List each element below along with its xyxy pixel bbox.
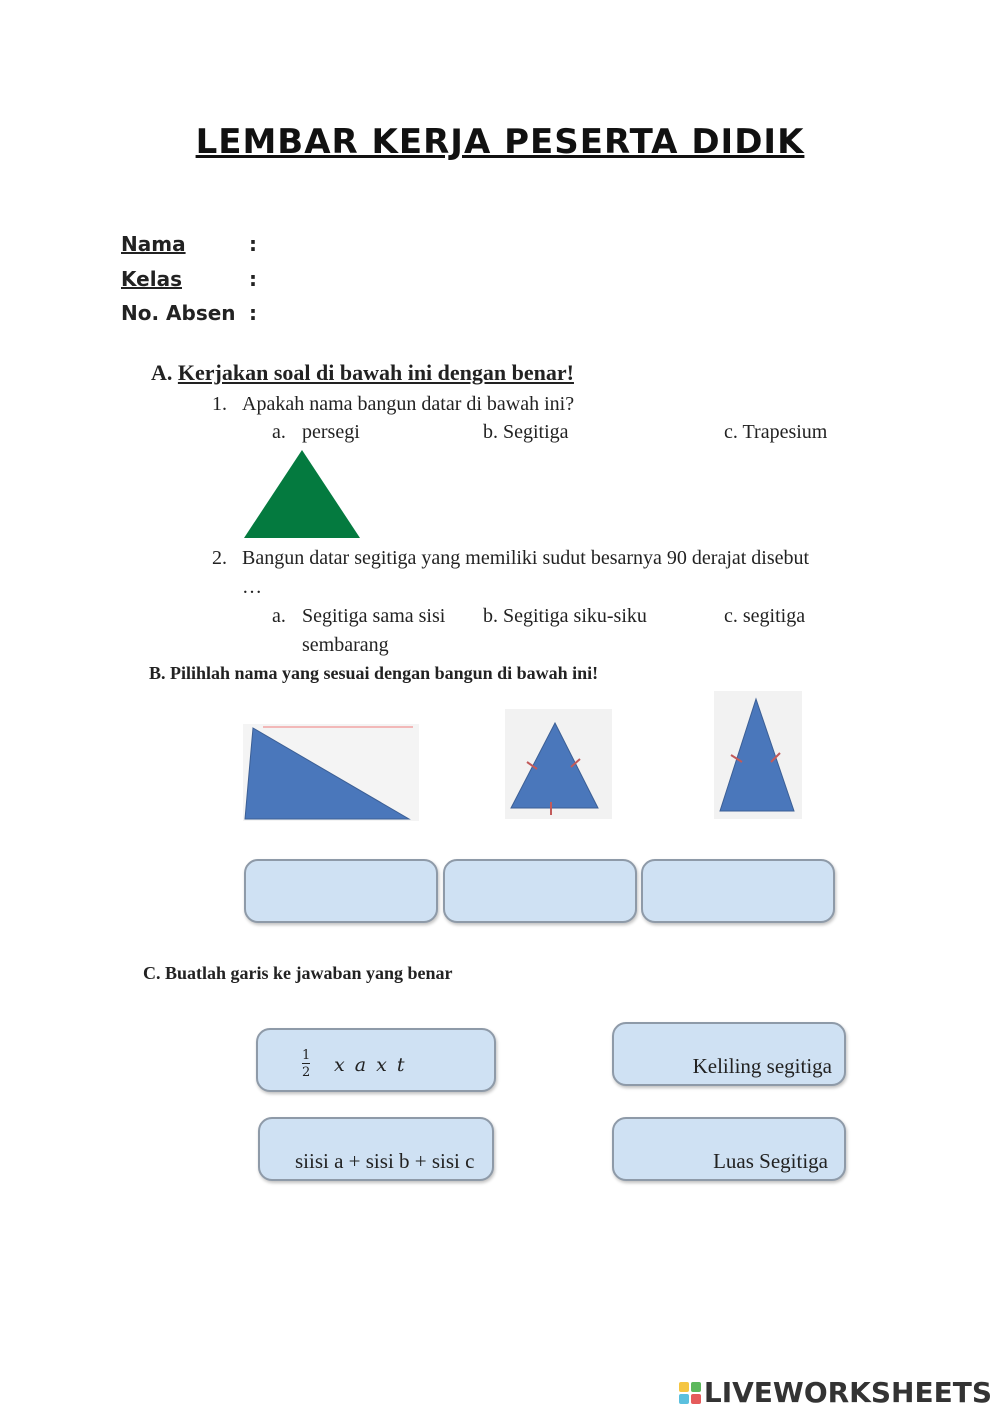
perimeter-formula: siisi a + sisi b + sisi c bbox=[295, 1149, 475, 1173]
logo-text: LIVEWORKSHEETS bbox=[703, 1376, 992, 1409]
q1-option-a-letter: a. bbox=[272, 421, 286, 443]
section-c-heading: C. Buatlah garis ke jawaban yang benar bbox=[143, 963, 453, 983]
liveworksheets-logo bbox=[679, 1376, 992, 1409]
match-right-1[interactable] bbox=[612, 1022, 846, 1086]
field-nama: Nama : bbox=[121, 232, 257, 256]
right-triangle-image bbox=[243, 724, 419, 821]
q2-option-c: c. segitiga bbox=[724, 605, 806, 627]
question-1-number: 1. bbox=[212, 393, 227, 415]
q1-option-b: b. Segitiga bbox=[483, 421, 569, 443]
formula-area-rest: x a x t bbox=[334, 1054, 407, 1076]
green-triangle-shape bbox=[244, 450, 360, 538]
fraction-half: 1 2 bbox=[302, 1048, 311, 1080]
q2-option-b: b. Segitiga siku-siku bbox=[483, 605, 647, 627]
isosceles-triangle-image bbox=[714, 691, 802, 819]
field-kelas: Kelas : bbox=[121, 267, 257, 291]
q1-option-a: persegi bbox=[302, 421, 360, 443]
q2-option-a-letter: a. bbox=[272, 605, 286, 627]
match-left-2[interactable] bbox=[258, 1117, 494, 1181]
equilateral-triangle-image bbox=[505, 709, 612, 819]
q2-option-a: Segitiga sama sisi bbox=[302, 605, 446, 627]
match-left-1[interactable] bbox=[256, 1028, 496, 1092]
label-luas: Luas Segitiga bbox=[713, 1149, 828, 1173]
green-triangle-image bbox=[240, 448, 364, 540]
page-title: LEMBAR KERJA PESERTA DIDIK bbox=[195, 122, 805, 162]
section-a-heading: A. Kerjakan soal di bawah ini dengan benar! bbox=[151, 360, 574, 385]
match-right-2[interactable] bbox=[612, 1117, 846, 1181]
question-1-text: Apakah nama bangun datar di bawah ini? bbox=[242, 393, 575, 415]
question-2-text: Bangun datar segitiga yang memiliki sudut besarnya 90 derajat disebut bbox=[242, 547, 810, 569]
q2-option-a-cont: sembarang bbox=[302, 634, 389, 656]
question-2-number: 2. bbox=[212, 547, 227, 569]
question-2-ellipsis: … bbox=[242, 576, 262, 598]
logo-mark-icon bbox=[679, 1382, 701, 1404]
field-absen-label: No. Absen bbox=[121, 301, 236, 325]
q1-option-c: c. Trapesium bbox=[724, 421, 828, 443]
label-keliling: Keliling segitiga bbox=[692, 1054, 832, 1078]
answer-box-1[interactable] bbox=[244, 859, 438, 923]
section-b-heading: B. Pilihlah nama yang sesuai dengan bangun di bawah ini! bbox=[149, 663, 599, 683]
answer-box-3[interactable] bbox=[641, 859, 835, 923]
answer-box-2[interactable] bbox=[443, 859, 637, 923]
field-nama-label: Nama bbox=[121, 232, 186, 256]
field-kelas-label: Kelas bbox=[121, 267, 182, 291]
field-absen: No. Absen : bbox=[121, 301, 257, 325]
